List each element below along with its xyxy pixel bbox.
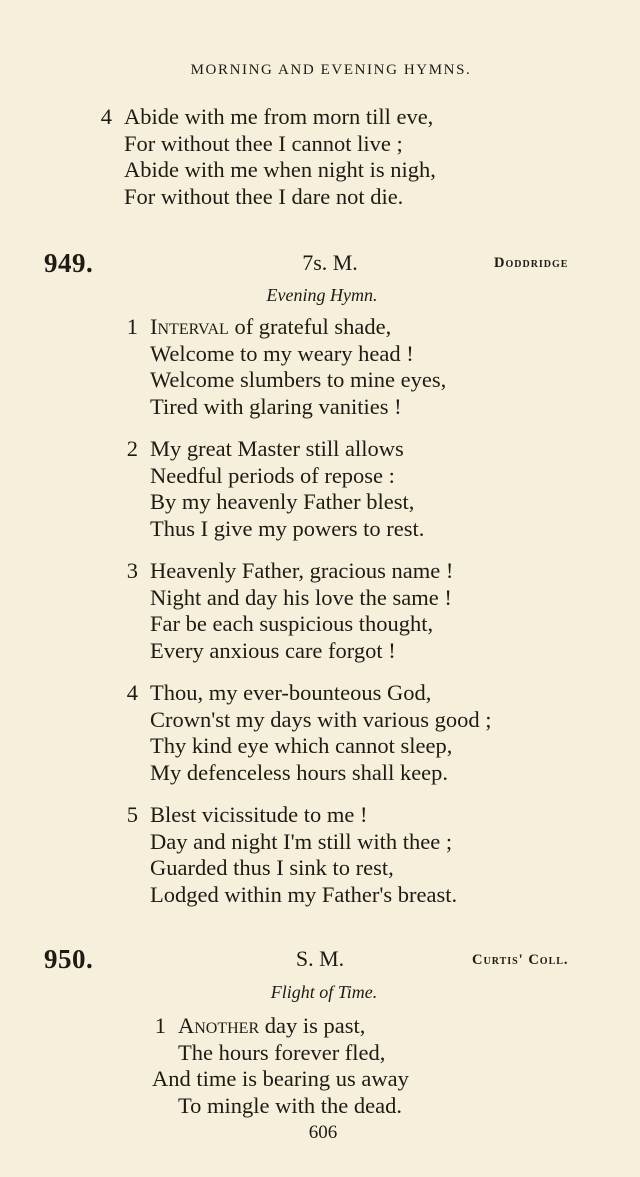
hymn-stanza: [152, 1013, 409, 1119]
verse-line: Night and day his love the same !: [150, 584, 452, 610]
verse-line: Tired with glaring vanities !: [150, 393, 402, 419]
hymn-author: Curtis' Coll.: [472, 952, 569, 968]
verse-line: And time is bearing us away: [152, 1066, 409, 1091]
verse-line: Welcome to my weary head !: [150, 340, 414, 366]
verse-line: Day and night I'm still with thee ;: [150, 828, 453, 854]
hymn-author: Doddridge: [494, 255, 569, 271]
hymn-title: Flight of Time.: [270, 982, 378, 1002]
verse-line: Lodged within my Father's breast.: [150, 881, 458, 907]
verse-line: To mingle with the dead.: [178, 1092, 403, 1118]
verse-line: Abide with me from morn till eve,: [124, 104, 434, 129]
verse-line: Thou, my ever-bounteous God,: [150, 680, 432, 705]
verse-line: Far be each suspicious thought,: [150, 611, 434, 636]
verse-line: By my heavenly Father blest,: [150, 489, 415, 514]
stanza-number: 4: [126, 680, 138, 705]
first-line-rest: of grateful shade,: [228, 314, 392, 339]
verse-line: Heavenly Father, gracious name !: [150, 558, 454, 583]
verse-line: My defenceless hours shall keep.: [150, 759, 449, 785]
verse-line: Needful periods of repose :: [150, 462, 395, 488]
stanza-number: 1: [154, 1013, 166, 1038]
hymn-meter: 7s. M.: [302, 250, 358, 275]
verse-line: Thy kind eye which cannot sleep,: [150, 733, 453, 758]
verse-line: Abide with me when night is nigh,: [124, 157, 436, 182]
verse-line: For without thee I dare not die.: [124, 183, 404, 209]
verse-line: Thus I give my powers to rest.: [150, 515, 425, 541]
stanza-number: 4: [100, 104, 112, 129]
stanza-number: 2: [126, 436, 138, 461]
running-head: MORNING AND EVENING HYMNS.: [190, 62, 472, 78]
verse-line: For without thee I cannot live ;: [124, 130, 403, 156]
hymn-stanza: [126, 558, 454, 664]
hymn-number: 950.: [44, 944, 94, 974]
first-word: Another: [178, 1013, 260, 1038]
verse-line: Guarded thus I sink to rest,: [150, 855, 394, 880]
hymn-stanza: [126, 314, 447, 420]
hymn-stanza: [126, 802, 458, 908]
stanza-number: 1: [126, 314, 138, 339]
first-word: Interval: [150, 314, 229, 339]
verse-line: The hours forever fled,: [178, 1039, 386, 1065]
verse-line: Blest vicissitude to me !: [150, 802, 368, 827]
stanza-number: 5: [126, 802, 138, 827]
verse-line: Welcome slumbers to mine eyes,: [150, 367, 447, 392]
verse-line: [152, 1013, 409, 1040]
stanza-number: 3: [126, 558, 138, 583]
verse-line: Every anxious care forgot !: [150, 637, 396, 663]
hymn-stanza: [126, 680, 492, 786]
hymn-stanza: [126, 436, 425, 542]
verse-line: [150, 314, 446, 341]
hymn-title: Evening Hymn.: [266, 285, 378, 305]
hymn-number: 949.: [44, 248, 94, 278]
carryover-stanza: [100, 104, 436, 210]
hymn-meter: S. M.: [295, 946, 345, 971]
first-line-rest: day is past,: [259, 1013, 366, 1038]
page-number: 606: [308, 1122, 338, 1143]
verse-line: My great Master still allows: [150, 436, 404, 461]
verse-line: Crown'st my days with various good ;: [150, 706, 492, 732]
